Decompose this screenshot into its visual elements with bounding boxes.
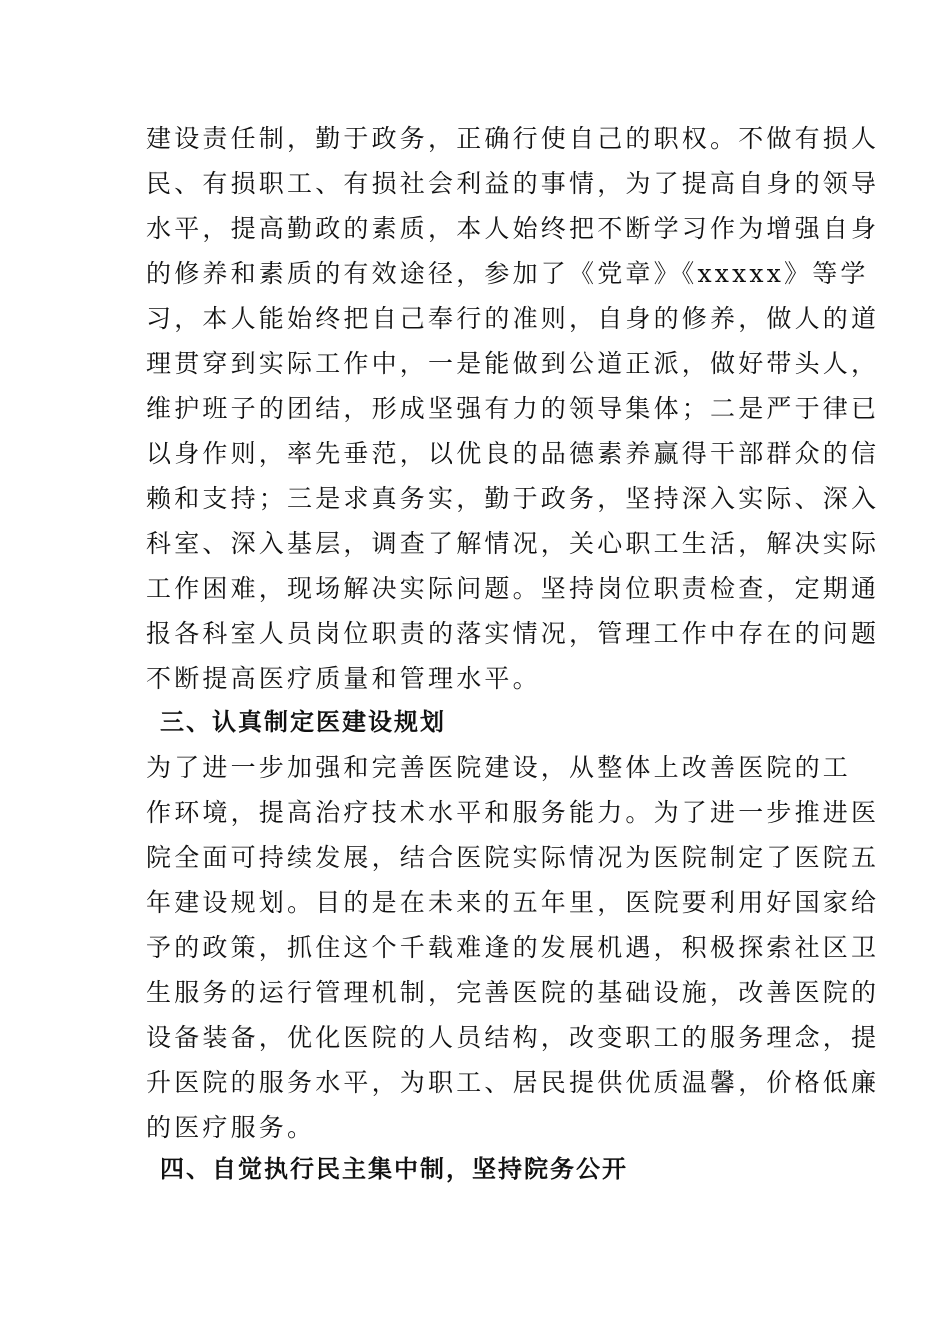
- paragraph-line: 习，本人能始终把自己奉行的准则，自身的修养，做人的道: [146, 304, 880, 333]
- paragraph-line: 的修养和素质的有效途径，参加了《党章》《xxxxx》等学: [146, 259, 869, 288]
- paragraph-line: 年建设规划。目的是在未来的五年里，医院要利用好国家给: [146, 888, 880, 917]
- paragraph-line: 工作困难，现场解决实际问题。坚持岗位职责检查，定期通: [146, 574, 880, 603]
- section-heading: 三、认真制定医建设规划: [160, 708, 446, 736]
- paragraph-line: 生服务的运行管理机制，完善医院的基础设施，改善医院的: [146, 978, 880, 1007]
- paragraph-line: 作环境，提高治疗技术水平和服务能力。为了进一步推进医: [146, 798, 880, 827]
- paragraph-line: 升医院的服务水平，为职工、居民提供优质温馨，价格低廉: [146, 1068, 880, 1097]
- paragraph-line: 设备装备，优化医院的人员结构，改变职工的服务理念，提: [146, 1023, 880, 1052]
- section-heading: 四、自觉执行民主集中制，坚持院务公开: [160, 1155, 628, 1183]
- paragraph-line: 以身作则，率先垂范，以优良的品德素养赢得干部群众的信: [146, 439, 880, 468]
- paragraph-line: 赖和支持；三是求真务实，勤于政务，坚持深入实际、深入: [146, 484, 880, 513]
- paragraph-line: 科室、深入基层，调查了解情况，关心职工生活，解决实际: [146, 529, 880, 558]
- paragraph-line: 不断提高医疗质量和管理水平。: [146, 664, 541, 693]
- paragraph-line: 予的政策，抓住这个千载难逢的发展机遇，积极探索社区卫: [146, 933, 880, 962]
- paragraph-line: 民、有损职工、有损社会利益的事情，为了提高自身的领导: [146, 169, 880, 198]
- paragraph-line: 院全面可持续发展，结合医院实际情况为医院制定了医院五: [146, 843, 880, 872]
- paragraph-line: 为了进一步加强和完善医院建设，从整体上改善医院的工: [146, 753, 852, 782]
- paragraph-line: 的医疗服务。: [146, 1113, 316, 1142]
- paragraph-line: 报各科室人员岗位职责的落实情况，管理工作中存在的问题: [146, 619, 880, 648]
- paragraph-line: 理贯穿到实际工作中，一是能做到公道正派，做好带头人，: [146, 349, 880, 378]
- paragraph-line: 水平，提高勤政的素质，本人始终把不断学习作为增强自身: [146, 214, 880, 243]
- paragraph-line: 建设责任制，勤于政务，正确行使自己的职权。不做有损人: [146, 124, 880, 153]
- paragraph-line: 维护班子的团结，形成坚强有力的领导集体；二是严于律已: [146, 394, 880, 423]
